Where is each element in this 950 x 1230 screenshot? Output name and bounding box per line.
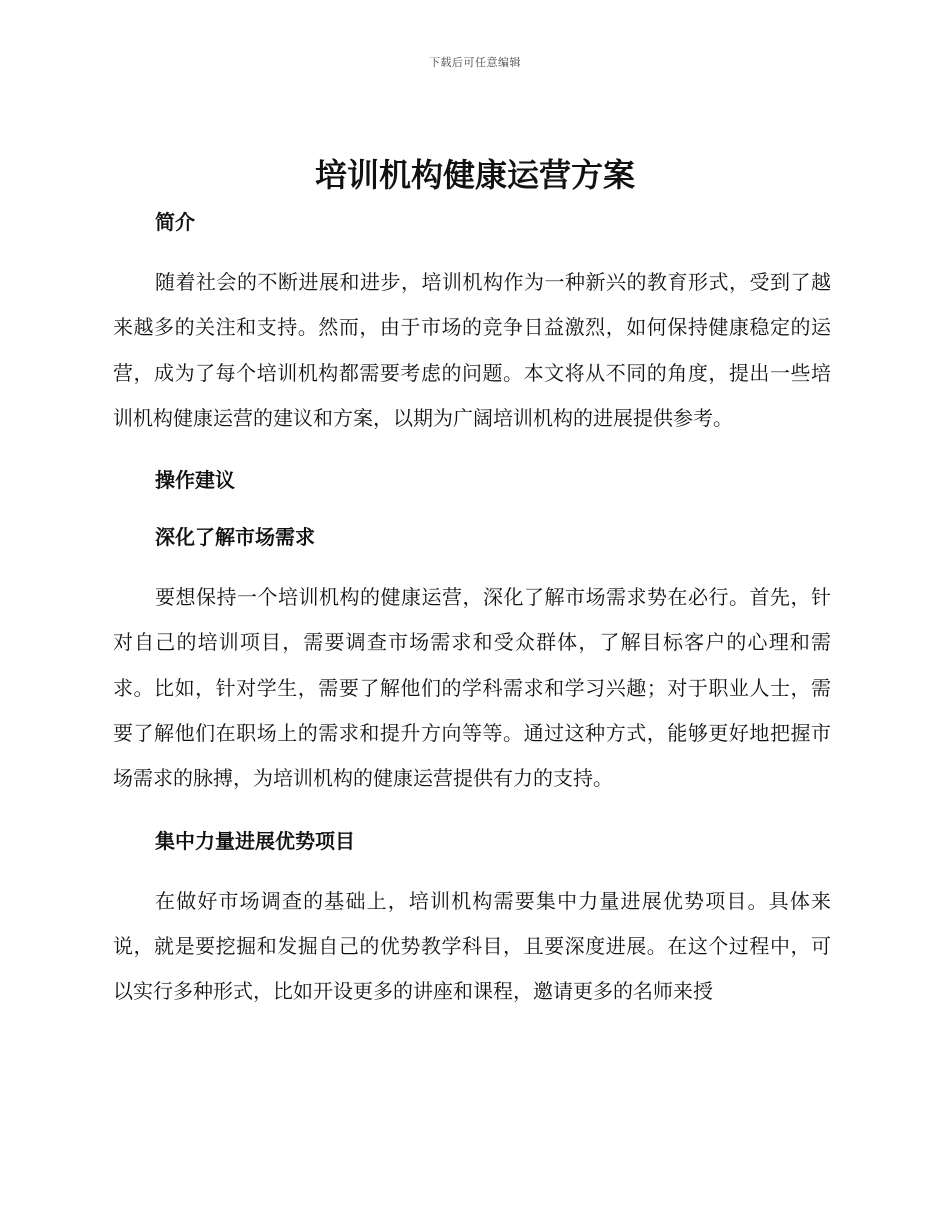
focus-paragraph: 在做好市场调查的基础上，培训机构需要集中力量进展优势项目。具体来说，就是要挖掘和发掘自己的优势教学科目，且要深度进展。在这个过程中，可以实行多种形式，比如开设更多的讲座和课程，邀请更多的名师来授 (113, 888, 831, 1004)
ops-heading: 操作建议 (155, 468, 235, 493)
intro-heading: 简介 (155, 210, 195, 234)
document-body (113, 204, 831, 1015)
market-heading: 深化了解市场需求 (155, 525, 315, 550)
header-note: 下载后可任意编辑 (429, 56, 521, 69)
focus-heading: 集中力量进展优势项目 (155, 828, 355, 853)
intro-paragraph: 随着社会的不断进展和进步，培训机构作为一种新兴的教育形式，受到了越来越多的关注和支持。然而，由于市场的竞争日益激烈，如何保持健康稳定的运营，成为了每个培训机构都需要考虑的问题。本文将从不同的角度，提出一些培训机构健康运营的建议和方案，以期为广阔培训机构的进展提供参考。 (113, 270, 831, 430)
document-title: 培训机构健康运营方案 (314, 156, 635, 194)
market-paragraph: 要想保持一个培训机构的健康运营，深化了解市场需求势在必行。首先，针对自己的培训项目，需要调查市场需求和受众群体，了解目标客户的心理和需求。比如，针对学生，需要了解他们的学科需求和学习兴趣；对于职业人士，需要了解他们在职场上的需求和提升方向等等。通过这种方式，能够更好地把握市场需求的脉搏，为培训机构的健康运营提供有力的支持。 (113, 585, 831, 791)
